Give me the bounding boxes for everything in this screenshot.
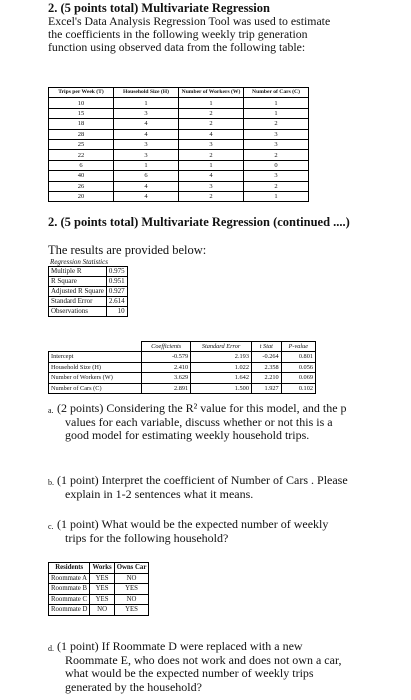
table-cell: 2.193 [191, 352, 252, 363]
table-row [49, 573, 149, 584]
table-cell: 4 [114, 119, 179, 129]
question-line: (1 point) If Roommate D were replaced with a new [57, 639, 303, 653]
question-line: (2 points) Considering the R² value for this model, and the p [57, 401, 347, 415]
table-cell: 1 [114, 98, 179, 108]
table-cell: YES [90, 594, 114, 605]
table-cell: 2 [244, 119, 309, 129]
table-cell: 3 [114, 150, 179, 160]
coefficients-table [48, 341, 316, 394]
question-d [48, 640, 408, 694]
table-cell: 22 [49, 150, 114, 160]
results-intro: The results are provided below: [48, 243, 207, 257]
table-cell: Number of Workers (W) [49, 373, 142, 384]
table-cell: 1 [244, 108, 309, 118]
table-cell: NO [90, 605, 114, 616]
table-cell: 0.102 [281, 383, 315, 394]
table-cell: 1.500 [191, 383, 252, 394]
question-line: generated by the household? [65, 679, 202, 694]
table-cell: Household Size (H) [49, 362, 142, 373]
column-header: Number of Workers (W) [179, 88, 244, 98]
question-line: (1 point) What would be the expected number of weekly [57, 517, 329, 531]
intro-line: the coefficients in the following weekly trip generation [48, 27, 308, 41]
question-line: (1 point) Interpret the coefficient of Number of Cars . Please [57, 473, 348, 487]
table-cell: 2 [244, 150, 309, 160]
table-cell: NO [114, 594, 149, 605]
column-header: t Stat [251, 342, 281, 352]
table-cell: 0.056 [281, 362, 315, 373]
table-row [49, 362, 316, 373]
column-header: Works [90, 563, 114, 574]
table-row [49, 297, 128, 307]
table-cell: 4 [114, 181, 179, 191]
table-cell: 0.801 [281, 352, 315, 363]
table-cell: 26 [49, 181, 114, 191]
table-cell: Roommate C [49, 594, 90, 605]
column-header: Trips per Week (T) [49, 88, 114, 98]
table-cell: Standard Error [49, 297, 107, 307]
table-cell: YES [114, 584, 149, 595]
table-row [49, 191, 309, 201]
table-cell: Observations [49, 307, 107, 317]
table-cell: 4 [114, 191, 179, 201]
table-cell: 25 [49, 139, 114, 149]
table-cell: Number of Cars (C) [49, 383, 142, 394]
table-cell: Adjusted R Square [49, 287, 107, 297]
table-cell: 40 [49, 171, 114, 181]
table-row [49, 605, 149, 616]
table-cell: 1.927 [251, 383, 281, 394]
column-header: Coefficients [142, 342, 191, 352]
table-header-row [49, 563, 149, 574]
table-cell: Intercept [49, 352, 142, 363]
table-cell: 28 [49, 129, 114, 139]
question-line: good model for estimating weekly household trips. [65, 428, 310, 442]
table-row [49, 267, 128, 277]
table-cell: 3 [179, 181, 244, 191]
table-cell: 3 [114, 139, 179, 149]
column-header: Owns Car [114, 563, 149, 574]
column-header: Standard Error [191, 342, 252, 352]
table-cell: 1.642 [191, 373, 252, 384]
table-cell: 1 [244, 98, 309, 108]
table-cell: 2.410 [142, 362, 191, 373]
table-cell: R Square [49, 277, 107, 287]
table-cell: 2 [179, 108, 244, 118]
column-header: Number of Cars (C) [244, 88, 309, 98]
table-cell: 3 [244, 171, 309, 181]
table-cell: 4 [179, 171, 244, 181]
question-line: what would be the expected number of weekly trips [65, 666, 314, 680]
table-cell: 0 [244, 160, 309, 170]
table-row [49, 383, 316, 394]
table-cell: NO [114, 573, 149, 584]
table-cell: 3 [244, 129, 309, 139]
table-cell: Roommate D [49, 605, 90, 616]
table-row [49, 352, 316, 363]
table-row [49, 119, 309, 129]
table-cell: 2.210 [251, 373, 281, 384]
table-cell: Roommate A [49, 573, 90, 584]
question-a [48, 402, 408, 443]
question-number: d. [48, 644, 54, 653]
table-row [49, 287, 128, 297]
table-cell: 1 [114, 160, 179, 170]
table-cell: 6 [114, 171, 179, 181]
column-header: Household Size (H) [114, 88, 179, 98]
question-b [48, 474, 408, 501]
table-cell: 2 [179, 150, 244, 160]
regression-statistics-table [48, 266, 128, 317]
residents-table [48, 562, 149, 616]
table-cell: 0.069 [281, 373, 315, 384]
table-header-row [49, 342, 316, 352]
section-heading: 2. (5 points total) Multivariate Regression [48, 1, 270, 15]
table-row [49, 98, 309, 108]
table-cell: 3.629 [142, 373, 191, 384]
table-cell: Roommate B [49, 584, 90, 595]
table-cell: 3 [179, 139, 244, 149]
table-cell: 20 [49, 191, 114, 201]
table-cell: YES [90, 584, 114, 595]
table-cell: 4 [179, 129, 244, 139]
table-cell: Multiple R [49, 267, 107, 277]
table-cell: 3 [244, 139, 309, 149]
table-row [49, 150, 309, 160]
table-cell: 10 [49, 98, 114, 108]
table-cell: 15 [49, 108, 114, 118]
statistics-title: Regression Statistics [50, 258, 108, 266]
section-heading-continued: 2. (5 points total) Multivariate Regression (continued ....) [48, 215, 350, 229]
table-cell: 2 [179, 119, 244, 129]
table-row [49, 594, 149, 605]
question-c [48, 518, 408, 545]
table-cell: 1.022 [191, 362, 252, 373]
table-cell: 1 [244, 191, 309, 201]
table-cell: 2.614 [106, 297, 127, 307]
question-line: values for each variable, discuss whether or not this is a [65, 414, 333, 429]
intro-paragraph [48, 15, 408, 54]
question-line: trips for the following household? [65, 530, 229, 545]
table-row [49, 181, 309, 191]
question-line: explain in 1-2 sentences what it means. [65, 486, 254, 501]
table-row [49, 277, 128, 287]
table-row [49, 373, 316, 384]
column-header [49, 342, 142, 352]
table-row [49, 129, 309, 139]
table-cell: YES [114, 605, 149, 616]
table-cell: 10 [106, 307, 127, 317]
table-cell: 1 [179, 98, 244, 108]
table-cell: 0.975 [106, 267, 127, 277]
regression-statistics-block [48, 258, 128, 317]
intro-line: Excel's Data Analysis Regression Tool was used to estimate [48, 14, 331, 28]
table-cell: -0.579 [142, 352, 191, 363]
question-number: c. [48, 522, 54, 531]
table-cell: -0.264 [251, 352, 281, 363]
table-cell: 0.927 [106, 287, 127, 297]
table-row [49, 171, 309, 181]
question-number: b. [48, 478, 54, 487]
table-cell: 3 [114, 108, 179, 118]
question-number: a. [48, 406, 54, 415]
table-cell: 2.891 [142, 383, 191, 394]
intro-line: function using observed data from the following table: [48, 40, 306, 54]
column-header: Residents [49, 563, 90, 574]
table-row [49, 108, 309, 118]
table-cell: YES [90, 573, 114, 584]
table-cell: 2.358 [251, 362, 281, 373]
table-cell: 0.951 [106, 277, 127, 287]
table-header-row [49, 88, 309, 98]
observations-table [48, 87, 309, 202]
table-cell: 6 [49, 160, 114, 170]
table-row [49, 584, 149, 595]
table-cell: 2 [179, 191, 244, 201]
column-header: P-value [281, 342, 315, 352]
table-cell: 18 [49, 119, 114, 129]
question-line: Roommate E, who does not work and does not own a car, [65, 652, 342, 667]
table-cell: 2 [244, 181, 309, 191]
table-cell: 4 [114, 129, 179, 139]
table-cell: 1 [179, 160, 244, 170]
table-row [49, 160, 309, 170]
table-row [49, 139, 309, 149]
table-row [49, 307, 128, 317]
